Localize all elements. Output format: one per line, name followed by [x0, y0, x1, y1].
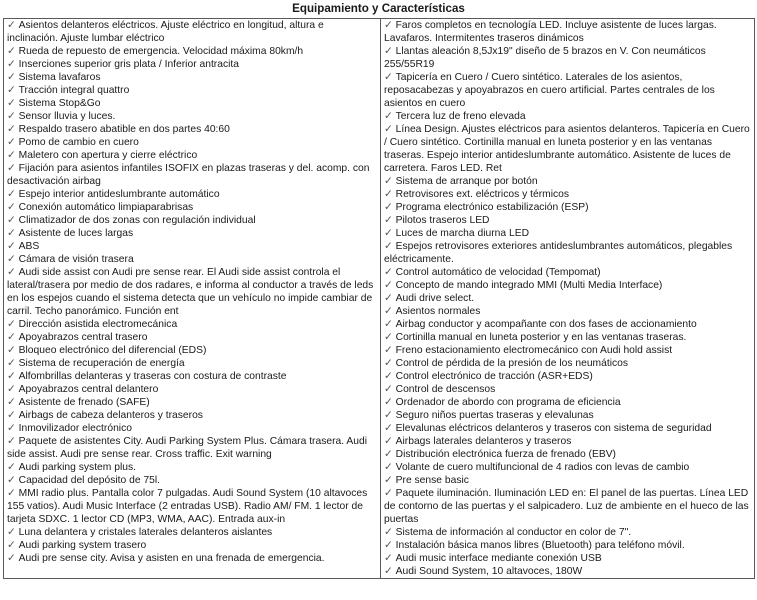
- item-text: Espejos retrovisores exteriores antideslumbrantes automáticos, plegables eléctricamente.: [384, 241, 733, 265]
- check-icon: ✓: [7, 371, 16, 382]
- item-text: Audi Sound System, 10 altavoces, 180W: [395, 566, 583, 577]
- item-text: Volante de cuero multifuncional de 4 radios con levas de cambio: [395, 462, 690, 473]
- check-icon: ✓: [7, 72, 16, 83]
- check-icon: ✓: [7, 189, 16, 200]
- item-text: Cortinilla manual en luneta posterior y en las ventanas traseras.: [395, 332, 687, 343]
- check-icon: ✓: [7, 397, 16, 408]
- item-text: Airbags laterales delanteros y traseros: [395, 436, 572, 447]
- list-item: [384, 461, 751, 474]
- item-text: ABS: [18, 241, 40, 252]
- list-item: [7, 266, 377, 318]
- item-text: Sistema de arranque por botón: [395, 176, 538, 187]
- item-text: Control de descensos: [395, 384, 496, 395]
- item-text: Retrovisores ext. eléctricos y térmicos: [395, 189, 570, 200]
- item-text: Tracción integral quattro: [18, 85, 130, 96]
- list-item: [7, 331, 377, 344]
- list-item: [384, 565, 751, 578]
- check-icon: ✓: [7, 215, 16, 226]
- check-icon: ✓: [7, 488, 16, 499]
- list-item: [7, 71, 377, 84]
- item-text: Audi parking system plus.: [18, 462, 136, 473]
- check-icon: ✓: [7, 124, 16, 135]
- check-icon: ✓: [7, 254, 16, 265]
- check-icon: ✓: [384, 436, 393, 447]
- list-item: [7, 162, 377, 188]
- item-text: Asistente de frenado (SAFE): [18, 397, 150, 408]
- item-text: Pomo de cambio en cuero: [18, 137, 139, 148]
- list-item: [7, 435, 377, 461]
- list-item: [384, 201, 751, 214]
- right-column: [381, 19, 755, 579]
- check-icon: ✓: [7, 423, 16, 434]
- item-text: Dirección asistida electromecánica: [18, 319, 178, 330]
- item-text: Seguro niños puertas traseras y elevalunas: [395, 410, 594, 421]
- item-text: Alfombrillas delanteras y traseras con costura de contraste: [18, 371, 287, 382]
- list-item: [384, 487, 751, 526]
- list-item: [384, 526, 751, 539]
- check-icon: ✓: [384, 527, 393, 538]
- list-item: [384, 188, 751, 201]
- item-text: Maletero con apertura y cierre eléctrico: [18, 150, 198, 161]
- item-text: Audi drive select.: [395, 293, 475, 304]
- item-text: Sistema Stop&Go: [18, 98, 101, 109]
- check-icon: ✓: [7, 332, 16, 343]
- check-icon: ✓: [384, 306, 393, 317]
- check-icon: ✓: [384, 72, 393, 83]
- list-item: [7, 84, 377, 97]
- list-item: [7, 214, 377, 227]
- list-item: [384, 292, 751, 305]
- check-icon: ✓: [7, 540, 16, 551]
- list-item: [7, 253, 377, 266]
- check-icon: ✓: [384, 267, 393, 278]
- item-text: Control electrónico de tracción (ASR+EDS): [395, 371, 593, 382]
- list-item: [384, 409, 751, 422]
- check-icon: ✓: [384, 397, 393, 408]
- check-icon: ✓: [7, 436, 16, 447]
- check-icon: ✓: [384, 111, 393, 122]
- item-text: Paquete de asistentes City. Audi Parking System Plus. Cámara trasera. Audi side assist. Audi pre sense rear. Cross traffic. Exit warning: [7, 436, 367, 460]
- item-text: Faros completos en tecnología LED. Incluye asistente de luces largas. Lavafaros. Intermitentes traseros dinámicos: [384, 20, 717, 44]
- item-text: Asientos delanteros eléctricos. Ajuste eléctrico en longitud, altura e inclinación. Ajuste lumbar eléctrico: [7, 20, 324, 44]
- item-text: Llantas aleación 8,5Jx19" diseño de 5 brazos en V. Con neumáticos 255/55R19: [384, 46, 706, 70]
- list-item: [384, 448, 751, 461]
- list-item: [384, 305, 751, 318]
- check-icon: ✓: [7, 384, 16, 395]
- list-item: [7, 461, 377, 474]
- check-icon: ✓: [7, 319, 16, 330]
- list-item: [384, 71, 751, 110]
- check-icon: ✓: [7, 46, 16, 57]
- check-icon: ✓: [384, 215, 393, 226]
- item-text: Fijación para asientos infantiles ISOFIX en plazas traseras y del. acomp. con desactivación airbag: [7, 163, 370, 187]
- item-text: Sensor lluvia y luces.: [18, 111, 116, 122]
- list-item: [7, 136, 377, 149]
- check-icon: ✓: [384, 345, 393, 356]
- check-icon: ✓: [384, 488, 393, 499]
- list-item: [384, 539, 751, 552]
- list-item: [7, 58, 377, 71]
- item-text: Inmovilizador electrónico: [18, 423, 132, 434]
- check-icon: ✓: [384, 358, 393, 369]
- list-item: [7, 123, 377, 136]
- list-item: [7, 201, 377, 214]
- check-icon: ✓: [384, 46, 393, 57]
- list-item: [7, 240, 377, 253]
- list-item: [384, 552, 751, 565]
- check-icon: ✓: [384, 410, 393, 421]
- list-item: [7, 370, 377, 383]
- list-item: [7, 422, 377, 435]
- page-title: Equipamiento y Características: [292, 2, 465, 15]
- item-text: Línea Design. Ajustes eléctricos para asientos delanteros. Tapicería en Cuero / Cuero sintético. Cortinilla manual en luneta posterior y en las ventanas traseras. Espejo interior antideslumbrante automático. Asistente de luces de carretera. Faros LED. Ret: [384, 124, 750, 174]
- item-text: Control de pérdida de la presión de los neumáticos: [395, 358, 629, 369]
- item-text: Programa electrónico estabilización (ESP): [395, 202, 589, 213]
- list-item: [7, 474, 377, 487]
- list-item: [384, 383, 751, 396]
- item-text: Ordenador de abordo con programa de eficiencia: [395, 397, 621, 408]
- item-text: Inserciones superior gris plata / Inferior antracita: [18, 59, 239, 70]
- check-icon: ✓: [7, 267, 16, 278]
- list-item: [384, 331, 751, 344]
- check-icon: ✓: [7, 241, 16, 252]
- list-item: [7, 227, 377, 240]
- list-item: [7, 383, 377, 396]
- check-icon: ✓: [384, 124, 393, 135]
- item-text: Asistente de luces largas: [18, 228, 134, 239]
- item-text: Paquete iluminación. Iluminación LED en: El panel de las puertas. Línea LED de contorno de las puertas y el salpicadero. Luz de ambiente en el hueco de las puertas: [384, 488, 749, 525]
- item-text: Audi parking system trasero: [18, 540, 147, 551]
- list-item: [384, 45, 751, 71]
- item-text: Distribución electrónica fuerza de frenado (EBV): [395, 449, 616, 460]
- check-icon: ✓: [384, 462, 393, 473]
- check-icon: ✓: [7, 228, 16, 239]
- check-icon: ✓: [384, 540, 393, 551]
- list-item: [384, 435, 751, 448]
- check-icon: ✓: [384, 384, 393, 395]
- item-text: Airbag conductor y acompañante con dos fases de accionamiento: [395, 319, 697, 330]
- item-text: Bloqueo electrónico del diferencial (EDS): [18, 345, 207, 356]
- item-text: Climatizador de dos zonas con regulación individual: [18, 215, 256, 226]
- check-icon: ✓: [384, 202, 393, 213]
- item-text: Freno estacionamiento electromecánico con Audi hold assist: [395, 345, 673, 356]
- check-icon: ✓: [7, 163, 16, 174]
- item-text: Sistema de recuperación de energía: [18, 358, 185, 369]
- check-icon: ✓: [384, 332, 393, 343]
- list-item: [7, 552, 377, 565]
- check-icon: ✓: [384, 566, 393, 577]
- item-text: Respaldo trasero abatible en dos partes 40:60: [18, 124, 230, 135]
- item-text: Asientos normales: [395, 306, 481, 317]
- item-text: Apoyabrazos central trasero: [18, 332, 148, 343]
- list-item: [7, 318, 377, 331]
- list-item: [384, 474, 751, 487]
- check-icon: ✓: [384, 176, 393, 187]
- item-text: Concepto de mando integrado MMI (Multi Media Interface): [395, 280, 663, 291]
- item-text: Sistema de información al conductor en color de 7".: [395, 527, 632, 538]
- list-item: [7, 357, 377, 370]
- item-text: Pilotos traseros LED: [395, 215, 490, 226]
- item-text: Espejo interior antideslumbrante automático: [18, 189, 220, 200]
- check-icon: ✓: [7, 345, 16, 356]
- list-item: [7, 487, 377, 526]
- item-text: Apoyabrazos central delantero: [18, 384, 159, 395]
- item-text: Cámara de visión trasera: [18, 254, 134, 265]
- list-item: [384, 110, 751, 123]
- check-icon: ✓: [7, 137, 16, 148]
- check-icon: ✓: [7, 358, 16, 369]
- check-icon: ✓: [384, 280, 393, 291]
- list-item: [384, 279, 751, 292]
- item-text: Control automático de velocidad (Tempomat): [395, 267, 601, 278]
- check-icon: ✓: [7, 553, 16, 564]
- item-text: Rueda de repuesto de emergencia. Velocidad máxima 80km/h: [18, 46, 304, 57]
- list-item: [7, 344, 377, 357]
- list-item: [384, 422, 751, 435]
- item-text: Luces de marcha diurna LED: [395, 228, 530, 239]
- list-item: [7, 188, 377, 201]
- item-text: Conexión automático limpiaparabrisas: [18, 202, 194, 213]
- check-icon: ✓: [384, 423, 393, 434]
- check-icon: ✓: [7, 85, 16, 96]
- check-icon: ✓: [384, 319, 393, 330]
- equipment-table: [3, 18, 755, 579]
- item-text: Audi side assist con Audi pre sense rear. El Audi side assist controla el lateral/trasera por medio de dos radares, e informa al conductor a través de leds en los espejos cuando el sistema detecta que un vehículo no impide cambiar de carril. Techo panorámico. Función ent: [7, 267, 374, 317]
- check-icon: ✓: [384, 20, 393, 31]
- list-item: [384, 19, 751, 45]
- item-text: Tapicería en Cuero / Cuero sintético. Laterales de los asientos, reposacabezas y apoyabrazos en cuero artificial. Partes centrales de los asientos en cuero: [384, 72, 715, 109]
- check-icon: ✓: [384, 449, 393, 460]
- list-item: [7, 97, 377, 110]
- check-icon: ✓: [7, 111, 16, 122]
- list-item: [384, 175, 751, 188]
- list-item: [384, 227, 751, 240]
- check-icon: ✓: [7, 59, 16, 70]
- item-text: Luna delantera y cristales laterales delanteros aislantes: [18, 527, 273, 538]
- check-icon: ✓: [384, 228, 393, 239]
- list-item: [384, 240, 751, 266]
- list-item: [7, 19, 377, 45]
- list-item: [7, 526, 377, 539]
- check-icon: ✓: [7, 475, 16, 486]
- check-icon: ✓: [384, 241, 393, 252]
- check-icon: ✓: [384, 553, 393, 564]
- list-item: [384, 214, 751, 227]
- item-text: Audi pre sense city. Avisa y asisten en una frenada de emergencia.: [18, 553, 325, 564]
- check-icon: ✓: [384, 475, 393, 486]
- list-item: [7, 149, 377, 162]
- check-icon: ✓: [7, 20, 16, 31]
- item-text: Instalación básica manos libres (Bluetooth) para teléfono móvil.: [395, 540, 685, 551]
- left-column: [4, 19, 381, 579]
- list-item: [384, 123, 751, 175]
- check-icon: ✓: [384, 371, 393, 382]
- check-icon: ✓: [7, 410, 16, 421]
- list-item: [7, 539, 377, 552]
- list-item: [7, 396, 377, 409]
- check-icon: ✓: [7, 150, 16, 161]
- list-item: [7, 110, 377, 123]
- item-text: Audi music interface mediante conexión USB: [395, 553, 602, 564]
- list-item: [384, 266, 751, 279]
- check-icon: ✓: [7, 527, 16, 538]
- list-item: [7, 409, 377, 422]
- item-text: Airbags de cabeza delanteros y traseros: [18, 410, 203, 421]
- item-text: Capacidad del depósito de 75l.: [18, 475, 161, 486]
- list-item: [384, 344, 751, 357]
- item-text: Sistema lavafaros: [18, 72, 101, 83]
- item-text: Elevalunas eléctricos delanteros y traseros con sistema de seguridad: [395, 423, 712, 434]
- check-icon: ✓: [384, 293, 393, 304]
- list-item: [384, 396, 751, 409]
- item-text: MMI radio plus. Pantalla color 7 pulgadas. Audi Sound System (10 altavoces 155 vatios). Audi Music Interface (2 entradas USB). Radio AM/ FM. 1 lector de tarjeta SDXC. 1 lector CD (MP3, WMA, AAC). Entrada aux-in: [7, 488, 368, 525]
- list-item: [384, 370, 751, 383]
- item-text: Pre sense basic: [395, 475, 469, 486]
- check-icon: ✓: [7, 202, 16, 213]
- list-item: [7, 45, 377, 58]
- table-row: [4, 19, 755, 579]
- check-icon: ✓: [7, 462, 16, 473]
- list-item: [384, 357, 751, 370]
- check-icon: ✓: [384, 189, 393, 200]
- check-icon: ✓: [7, 98, 16, 109]
- item-text: Tercera luz de freno elevada: [395, 111, 526, 122]
- list-item: [384, 318, 751, 331]
